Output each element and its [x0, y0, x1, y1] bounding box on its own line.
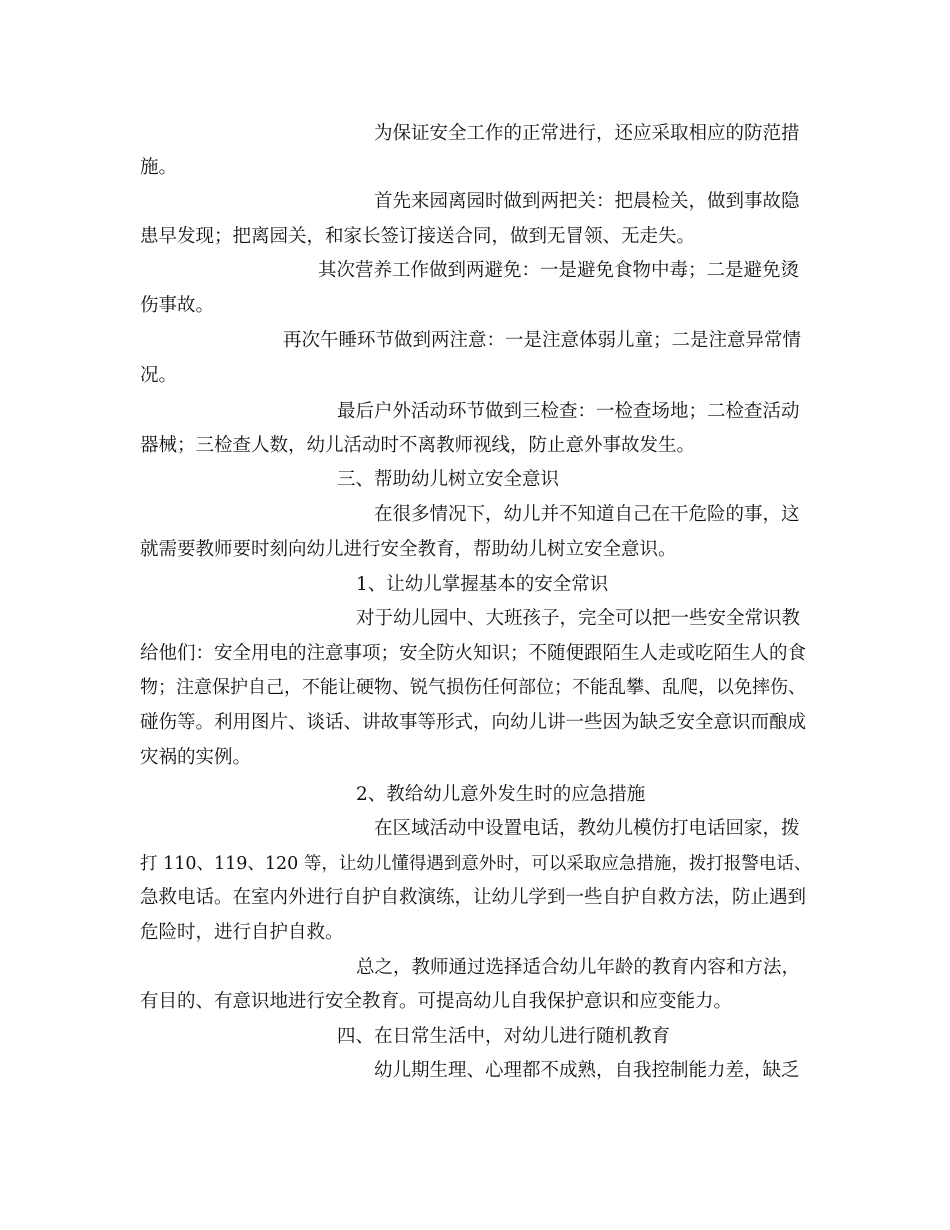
- text-line: 物；注意保护自己，不能让硬物、锐气损伤任何部位；不能乱攀、乱爬，以免摔伤、: [140, 677, 806, 698]
- section-heading: 三、帮助幼儿树立安全意识: [337, 469, 560, 490]
- text-line: 伤事故。: [140, 295, 215, 316]
- text-line: 为保证安全工作的正常进行，还应采取相应的防范措: [374, 123, 800, 144]
- text-line: 在很多情况下，幼儿并不知道自己在干危险的事，这: [374, 504, 800, 525]
- text-line: 最后户外活动环节做到三检查：一检查场地；二检查活动: [337, 401, 800, 422]
- text-line: 危险时，进行自护自救。: [140, 922, 344, 943]
- subsection-heading: 2、教给幼儿意外发生时的应急措施: [356, 784, 646, 805]
- text-line: 幼儿期生理、心理都不成熟，自我控制能力差，缺乏: [374, 1060, 800, 1081]
- text-line: 灾祸的实例。: [140, 747, 252, 768]
- text-line: 再次午睡环节做到两注意：一是注意体弱儿童；二是注意异常情: [283, 330, 802, 351]
- section-heading: 四、在日常生活中，对幼儿进行随机教育: [337, 1026, 671, 1047]
- text-line: 况。: [140, 365, 178, 386]
- text-line: 碰伤等。利用图片、谈话、讲故事等形式，向幼儿讲一些因为缺乏安全意识而酿成: [140, 712, 807, 733]
- text-line: 就需要教师要时刻向幼儿进行安全教育，帮助幼儿树立安全意识。: [140, 539, 677, 560]
- text-line: 打 110、119、120 等，让幼儿懂得遇到意外时，可以采取应急措施，拨打报警电话、: [140, 854, 812, 874]
- text-line: 施。: [140, 157, 178, 178]
- text-line: 患早发现；把离园关，和家长签订接送合同，做到无冒领、无走失。: [140, 226, 696, 247]
- text-line: 在区域活动中设置电话，教幼儿模仿打电话回家，拨: [374, 818, 800, 839]
- text-line: 器械；三检查人数，幼儿活动时不离教师视线，防止意外事故发生。: [140, 435, 696, 456]
- text-line: 有目的、有意识地进行安全教育。可提高幼儿自我保护意识和应变能力。: [140, 991, 733, 1012]
- text-line: 总之，教师通过选择适合幼儿年龄的教育内容和方法，: [356, 957, 801, 978]
- text-line: 对于幼儿园中、大班孩子，完全可以把一些安全常识教: [356, 608, 801, 629]
- text-line: 急救电话。在室内外进行自护自救演练，让幼儿学到一些自护自救方法，防止遇到: [140, 887, 807, 908]
- subsection-heading: 1、让幼儿掌握基本的安全常识: [356, 574, 609, 595]
- text-line: 首先来园离园时做到两把关：把晨检关，做到事故隐: [374, 191, 800, 212]
- text-line: 其次营养工作做到两避免：一是避免食物中毒；二是避免烫: [318, 260, 800, 281]
- text-line: 给他们：安全用电的注意事项；安全防火知识；不随便跟陌生人走或吃陌生人的食: [140, 643, 807, 664]
